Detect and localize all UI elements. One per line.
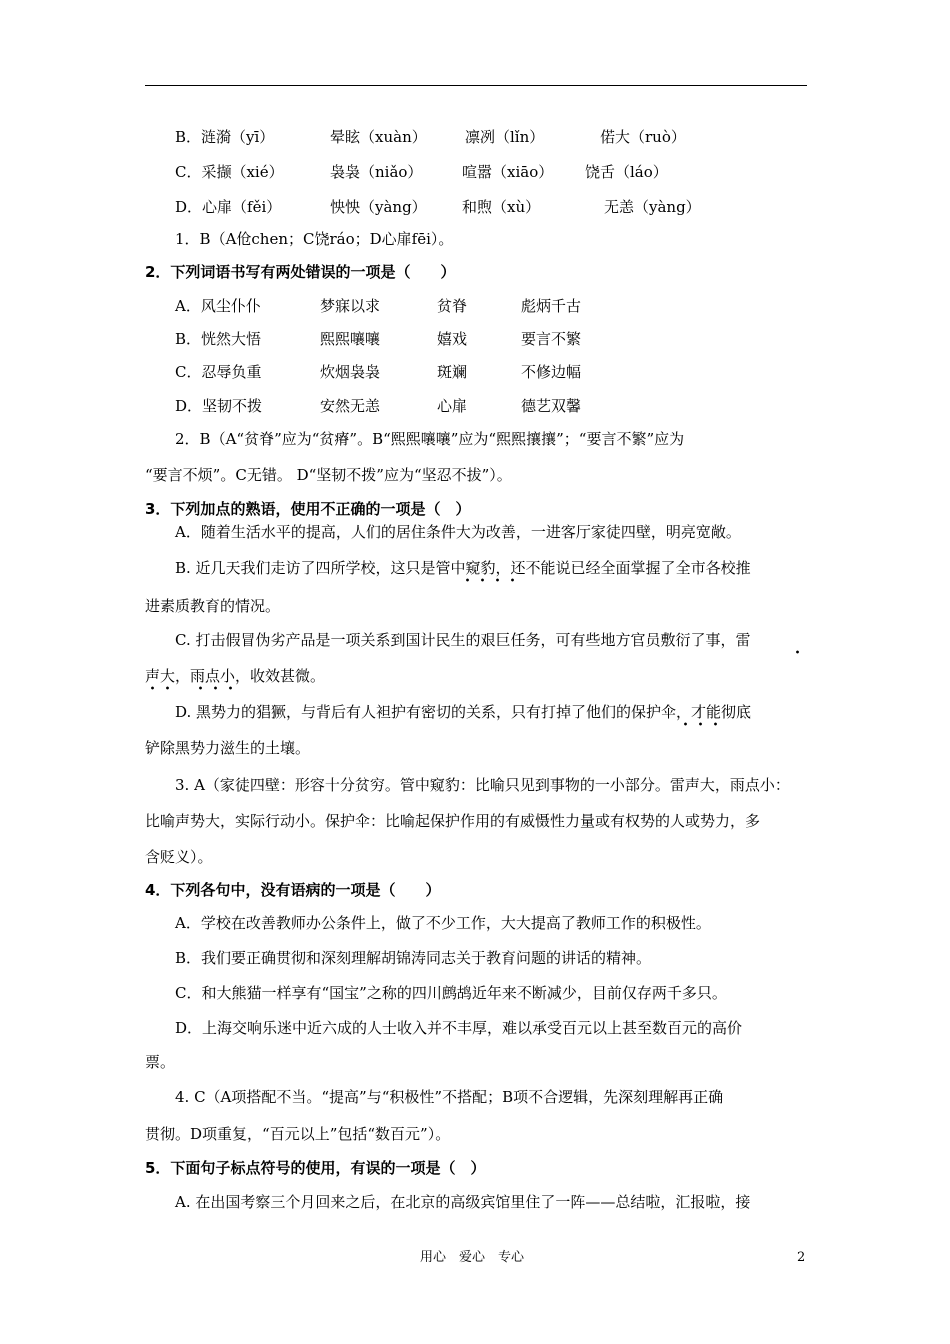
q4-option-a: A．学校在改善教师办公条件上，做了不少工作，大大提高了教师工作的积极性。 xyxy=(175,914,711,932)
q3-option-d-line2: 铲除黑势力滋生的土壤。 xyxy=(145,739,311,757)
q4-answer-line1: 4. C（A项搭配不当。“提高”与“积极性”不搭配；B项不合逻辑，先深刻理解再正确 xyxy=(175,1088,724,1106)
option-label: D．心扉（fěi） xyxy=(175,198,282,216)
q3-option-c-line1: C. 打击假冒伪劣产品是一项关系到国计民生的艰巨任务，可有些地方官员敷衍了事，雷 xyxy=(175,631,751,649)
option-word: 不修边幅 xyxy=(521,363,582,381)
option-word: 德艺双馨 xyxy=(521,397,582,415)
option-word: 熙熙嚷嚷 xyxy=(320,330,381,348)
option-word: 和煦（xù） xyxy=(462,198,541,216)
option-word: 嬉戏 xyxy=(437,330,468,348)
option-word: 安然无恙 xyxy=(320,397,381,415)
option-label: D．坚韧不拨 xyxy=(175,397,263,415)
q2-stem: 2．下列词语书写有两处错误的一项是（ ） xyxy=(145,263,456,281)
option-label: A．风尘仆仆 xyxy=(175,297,261,315)
option-word: 袅袅（niǎo） xyxy=(330,163,423,181)
q4-option-b: B．我们要正确贯彻和深刻理解胡锦涛同志关于教育问题的讲话的精神。 xyxy=(175,949,652,967)
q1-answer: 1．B（A伧chen；C饶ráo；D心扉fēi）。 xyxy=(175,230,454,248)
q3-option-d-line1: D. 黑势力的猖獗，与背后有人袒护有密切的关系，只有打掉了他们的保护伞，才能彻底 xyxy=(175,703,752,721)
q2-answer-line1: 2．B（A“贫脊”应为“贫瘠”。B“熙熙嚷嚷”应为“熙熙攘攘”；“要言不繁”应为 xyxy=(175,430,685,448)
q3-option-b-line1: B. 近几天我们走访了四所学校，这只是管中窥豹，还不能说已经全面掌握了全市各校推 xyxy=(175,559,751,577)
option-word: 斑斓 xyxy=(437,363,468,381)
option-word: 炊烟袅袅 xyxy=(320,363,381,381)
q4-option-d-line1: D．上海交响乐迷中近六成的人士收入并不丰厚，难以承受百元以上甚至数百元的高价 xyxy=(175,1019,743,1037)
q3-option-a: A．随着生活水平的提高，人们的居住条件大为改善，一进客厅家徒四壁，明亮宽敞。 xyxy=(175,523,741,541)
q3-option-b-line2: 进素质教育的情况。 xyxy=(145,597,281,615)
option-word: 无恙（yàng） xyxy=(604,198,701,216)
option-word: 贫脊 xyxy=(437,297,468,315)
q5-option-a-line1: A. 在出国考察三个月回来之后，在北京的高级宾馆里住了一阵——总结啦，汇报啦，接 xyxy=(175,1193,751,1211)
q3-option-c-line2: 声大，雨点小，收效甚微。 xyxy=(145,667,326,685)
q3-stem: 3．下列加点的熟语，使用不正确的一项是（ ） xyxy=(145,500,471,518)
option-word: 偌大（ruò） xyxy=(600,128,686,146)
option-word: 彪炳千古 xyxy=(521,297,582,315)
q4-stem: 4．下列各句中，没有语病的一项是（ ） xyxy=(145,881,441,899)
emphasis-dots xyxy=(790,649,805,655)
option-word: 梦寐以求 xyxy=(320,297,381,315)
option-word: 喧嚣（xiāo） xyxy=(462,163,554,181)
emphasis-dots xyxy=(460,577,520,583)
q5-stem: 5．下面句子标点符号的使用，有误的一项是（ ） xyxy=(145,1159,486,1177)
emphasis-dots xyxy=(145,685,175,691)
option-word: 心扉 xyxy=(437,397,468,415)
page-number: 2 xyxy=(797,1250,806,1265)
header-rule xyxy=(145,85,807,86)
option-word: 饶舌（láo） xyxy=(585,163,668,181)
option-label: C．忍辱负重 xyxy=(175,363,262,381)
q2-answer-line2: “要言不烦”。C无错。 D“坚韧不拨”应为“坚忍不拔”）。 xyxy=(145,466,512,484)
emphasis-dots xyxy=(193,685,238,691)
option-word: 怏怏（yàng） xyxy=(330,198,427,216)
option-label: B．涟漪（yī） xyxy=(175,128,275,146)
footer-motto: 用心 爱心 专心 xyxy=(420,1250,525,1265)
q3-answer-line3: 含贬义）。 xyxy=(145,848,213,866)
q4-option-c: C．和大熊猫一样享有“国宝”之称的四川鹧鸪近年来不断减少，目前仅存两千多只。 xyxy=(175,984,727,1002)
q4-answer-line2: 贯彻。D项重复，“百元以上”包括“数百元”）。 xyxy=(145,1125,451,1143)
q3-answer-line2: 比喻声势大，实际行动小。保护伞：比喻起保护作用的有威慑性力量或有权势的人或势力，多 xyxy=(145,812,761,830)
option-label: C．采撷（xié） xyxy=(175,163,284,181)
q4-option-d-line2: 票。 xyxy=(145,1053,176,1071)
option-word: 凛冽（lǐn） xyxy=(465,128,545,146)
emphasis-dots xyxy=(678,721,723,727)
option-label: B．恍然大悟 xyxy=(175,330,262,348)
option-word: 晕眩（xuàn） xyxy=(330,128,427,146)
q3-answer-line1: 3. A（家徒四壁：形容十分贫穷。管中窥豹：比喻只见到事物的一小部分。雷声大，雨点小： xyxy=(175,776,790,794)
option-word: 要言不繁 xyxy=(521,330,582,348)
